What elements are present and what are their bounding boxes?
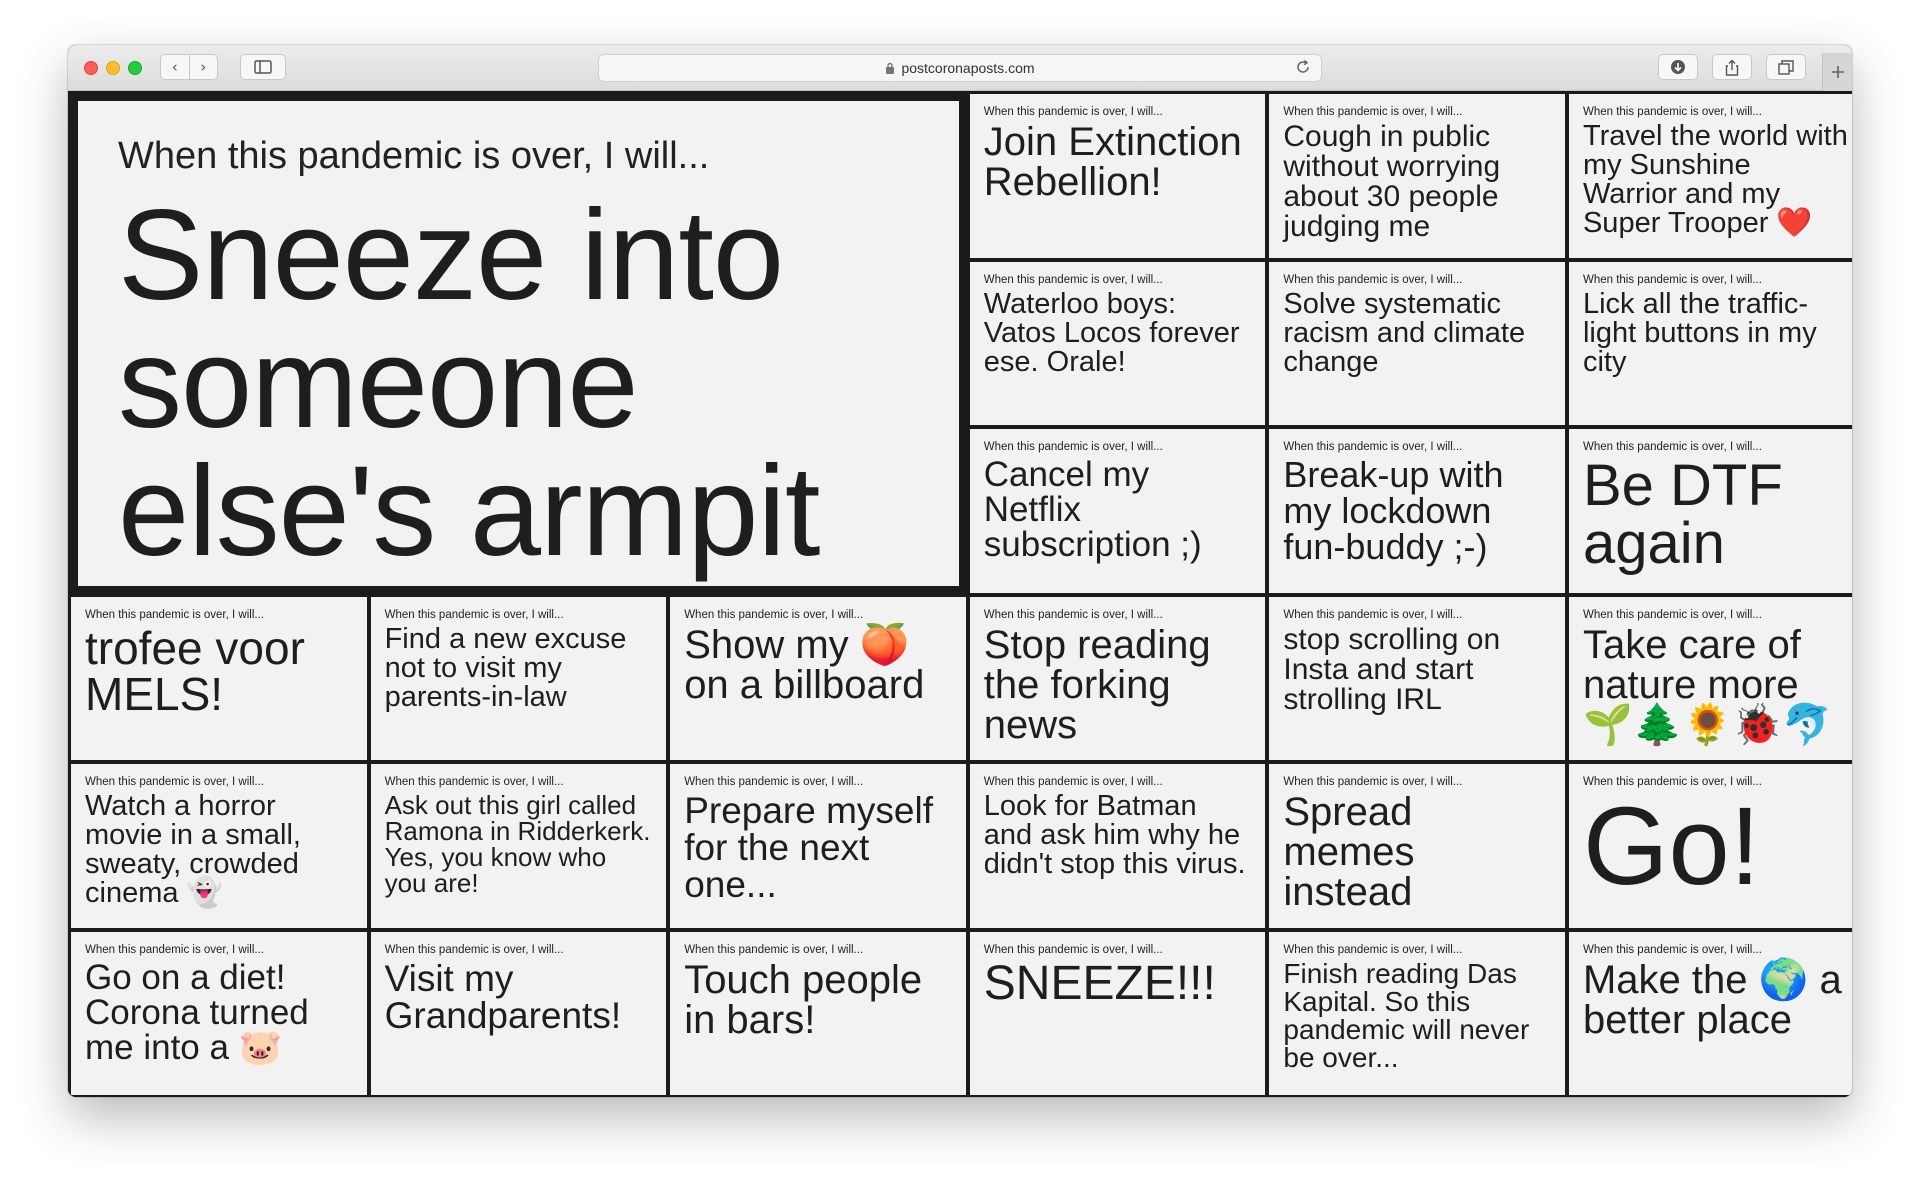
post-prefix: When this pandemic is over, I will... bbox=[983, 273, 1163, 286]
post-text: Be DTF again bbox=[1582, 453, 1783, 576]
post-prefix: When this pandemic is over, I will... bbox=[1582, 776, 1762, 788]
post-card[interactable] bbox=[371, 764, 667, 928]
forward-icon[interactable]: › bbox=[200, 58, 207, 76]
post-prefix: When this pandemic is over, I will... bbox=[1582, 273, 1762, 286]
post-card[interactable] bbox=[1269, 429, 1565, 593]
post-text: Ask out this girl called Ramona in Ridderkerk. Yes, you know who you are! bbox=[384, 790, 651, 898]
post-text: Find a new excuse not to visit my parents-in-law bbox=[384, 622, 627, 713]
post-card[interactable] bbox=[970, 94, 1266, 258]
post-prefix: When this pandemic is over, I will... bbox=[1283, 273, 1463, 286]
post-card[interactable] bbox=[1569, 429, 1852, 593]
post-prefix: When this pandemic is over, I will... bbox=[1283, 776, 1463, 788]
new-tab-icon bbox=[1831, 65, 1845, 79]
post-prefix: When this pandemic is over, I will... bbox=[983, 441, 1163, 453]
post-card[interactable] bbox=[970, 262, 1266, 426]
address-bar[interactable] bbox=[598, 54, 1322, 82]
post-prefix: When this pandemic is over, I will... bbox=[983, 106, 1163, 118]
post-text: SNEEZE!!! bbox=[983, 956, 1216, 1010]
post-prefix: When this pandemic is over, I will... bbox=[85, 776, 264, 788]
post-card[interactable] bbox=[371, 597, 667, 761]
post-prefix: When this pandemic is over, I will... bbox=[1582, 106, 1762, 118]
post-text: Go! bbox=[1582, 785, 1761, 908]
post-card[interactable] bbox=[670, 932, 966, 1096]
post-text: Watch a horror movie in a small, sweaty, crowded cinema 👻 bbox=[85, 790, 301, 909]
post-text: Solve systematic racism and climate change bbox=[1283, 287, 1526, 378]
post-card[interactable] bbox=[670, 597, 966, 761]
close-window-button[interactable] bbox=[84, 61, 98, 75]
post-card[interactable] bbox=[970, 932, 1266, 1096]
browser-window bbox=[68, 45, 1852, 1097]
downloads-button[interactable] bbox=[1658, 54, 1698, 80]
post-text: Finish reading Das Kapital. So this pandemic will never be over... bbox=[1283, 957, 1530, 1073]
post-text: Make the 🌍 a better place bbox=[1582, 957, 1842, 1042]
post-text: Touch people in bars! bbox=[684, 957, 923, 1042]
post-card[interactable] bbox=[1569, 932, 1852, 1096]
post-prefix: When this pandemic is over, I will... bbox=[85, 943, 264, 956]
post-text: Go on a diet! Corona turned me into a 🐷 bbox=[85, 957, 309, 1067]
post-prefix: When this pandemic is over, I will... bbox=[1582, 943, 1762, 956]
new-tab-button[interactable] bbox=[1822, 53, 1852, 91]
maximize-window-button[interactable] bbox=[128, 61, 142, 75]
post-card[interactable] bbox=[371, 932, 667, 1096]
post-prefix: When this pandemic is over, I will... bbox=[684, 608, 864, 621]
show-tabs-button[interactable] bbox=[1766, 54, 1806, 80]
post-card[interactable] bbox=[1569, 597, 1852, 761]
post-card[interactable] bbox=[1269, 94, 1565, 258]
post-card[interactable] bbox=[71, 597, 367, 761]
post-prefix: When this pandemic is over, I will... bbox=[983, 608, 1163, 621]
post-card[interactable] bbox=[71, 764, 367, 928]
post-prefix: When this pandemic is over, I will... bbox=[684, 776, 864, 788]
post-card[interactable] bbox=[1269, 932, 1565, 1096]
post-text: Cough in public without worrying about 30 people judging me bbox=[1283, 120, 1501, 243]
post-text: Travel the world with my Sunshine Warrior and my Super Trooper ❤️ bbox=[1582, 120, 1848, 239]
post-prefix: When this pandemic is over, I will... bbox=[1283, 608, 1463, 621]
post-prefix: When this pandemic is over, I will... bbox=[1582, 441, 1762, 453]
post-text: Show my 🍑 on a billboard bbox=[684, 622, 925, 707]
post-card[interactable] bbox=[970, 764, 1266, 928]
post-card[interactable] bbox=[670, 764, 966, 928]
post-prefix: When this pandemic is over, I will... bbox=[1283, 106, 1463, 118]
sidebar-icon bbox=[254, 60, 272, 74]
post-prefix: When this pandemic is over, I will... bbox=[1283, 943, 1463, 956]
minimize-window-button[interactable] bbox=[106, 61, 120, 75]
download-icon bbox=[1670, 59, 1686, 75]
post-card[interactable] bbox=[1269, 597, 1565, 761]
post-text: Take care of nature more 🌱🌲🌻🐞🐬 bbox=[1582, 622, 1832, 747]
post-prefix: When this pandemic is over, I will... bbox=[983, 943, 1163, 956]
post-card[interactable] bbox=[1269, 262, 1565, 426]
post-text: stop scrolling on Insta and start strolling IRL bbox=[1283, 622, 1501, 716]
post-text: trofee voor MELS! bbox=[85, 621, 305, 720]
post-text: Lick all the traffic-light buttons in my city bbox=[1582, 287, 1817, 378]
posts-grid bbox=[71, 94, 1852, 1095]
nav-buttons bbox=[160, 54, 218, 80]
sidebar-toggle-button[interactable] bbox=[240, 54, 286, 80]
post-card[interactable] bbox=[1569, 94, 1852, 258]
post-text: Break-up with my lockdown fun-buddy ;-) bbox=[1283, 454, 1504, 567]
post-prefix: When this pandemic is over, I will... bbox=[1283, 441, 1463, 453]
post-text: Join Extinction Rebellion! bbox=[983, 120, 1242, 204]
reload-icon[interactable] bbox=[1295, 59, 1311, 75]
post-card[interactable] bbox=[1569, 262, 1852, 426]
page-content bbox=[68, 91, 1852, 1097]
featured-post-card[interactable] bbox=[71, 94, 966, 593]
post-prefix: When this pandemic is over, I will... bbox=[983, 776, 1163, 788]
post-prefix: When this pandemic is over, I will... bbox=[85, 608, 264, 621]
post-card[interactable] bbox=[71, 932, 367, 1096]
back-icon[interactable]: ‹ bbox=[171, 58, 178, 76]
post-text: Look for Batman and ask him why he didn't stop this virus. bbox=[983, 790, 1246, 880]
post-card[interactable] bbox=[1569, 764, 1852, 928]
lock-icon bbox=[885, 62, 895, 74]
share-icon bbox=[1725, 59, 1739, 76]
post-text: Stop reading the forking news bbox=[983, 622, 1211, 747]
post-prefix: When this pandemic is over, I will... bbox=[1582, 608, 1762, 621]
browser-toolbar bbox=[68, 45, 1852, 91]
share-button[interactable] bbox=[1712, 54, 1752, 80]
post-text: Waterloo boys: Vatos Locos forever ese. Orale! bbox=[983, 287, 1240, 378]
post-prefix: When this pandemic is over, I will... bbox=[384, 943, 564, 956]
post-card[interactable] bbox=[1269, 764, 1565, 928]
post-prefix: When this pandemic is over, I will... bbox=[684, 943, 864, 956]
post-prefix: When this pandemic is over, I will... bbox=[384, 608, 564, 621]
post-text: Visit my Grandparents! bbox=[384, 957, 622, 1036]
post-prefix: When this pandemic is over, I will... bbox=[384, 776, 564, 788]
post-text: Sneeze into someone else's armpit bbox=[118, 184, 820, 583]
post-text: Prepare myself for the next one... bbox=[684, 790, 933, 905]
post-card[interactable] bbox=[970, 597, 1266, 761]
tabs-icon bbox=[1778, 60, 1794, 75]
post-card[interactable] bbox=[970, 429, 1266, 593]
url-text: postcoronaposts.com bbox=[901, 60, 1035, 76]
post-prefix: When this pandemic is over, I will... bbox=[118, 135, 710, 177]
post-text: Spread memes instead bbox=[1283, 790, 1415, 914]
post-text: Cancel my Netflix subscription ;) bbox=[983, 455, 1202, 564]
